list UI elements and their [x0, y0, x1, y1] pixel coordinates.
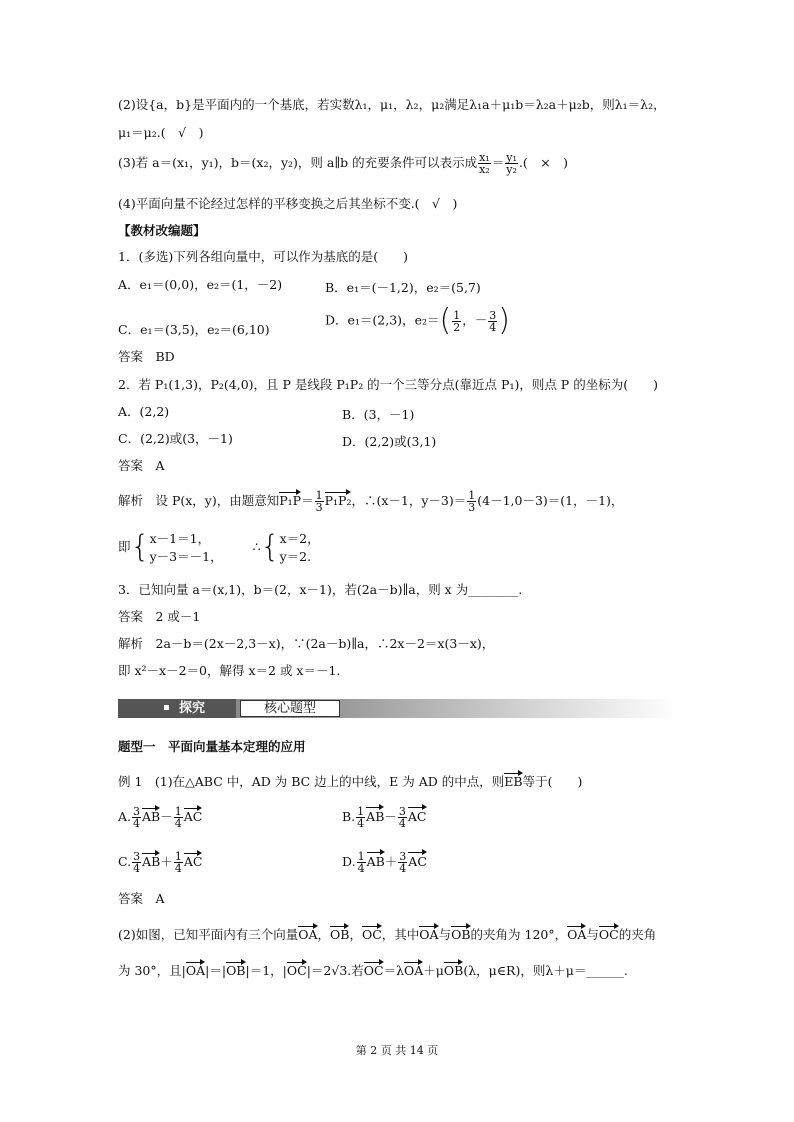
fraction-y: $\frac{\text{y₁}}{\text{y₂}}$ [506, 151, 517, 176]
q3-solution-line1: 解析 2a－b＝(2x－2,3－x)，∵(2a－b)∥a，∴2x－2＝x(3－x)， [118, 636, 495, 651]
item3-line: (3)若 a＝(x₁，y₁)，b＝(x₂，y₂)，则 a∥b 的充要条件可以表示成 $\frac{\text{x₁}}{\text{x₂}}$ ＝ $\frac{\text{y₁}}{\text{y₂}}$ .( × ) [118, 151, 569, 176]
item4-line: (4)平面向量不论经过怎样的平移变换之后其坐标不变.( √ ) [118, 196, 458, 211]
ex1-option-b: B. $\frac{1}{4}$ AB－ $\frac{3}{4}$ AC [342, 805, 427, 830]
q2-stem: 2．若 P₁(1,3)，P₂(4,0)，且 P 是线段 P₁P₂ 的一个三等分点(靠近点 P₁)，则点 P 的坐标为( ) [118, 377, 658, 392]
q2-option-a: A．(2,2) [118, 404, 170, 419]
page-footer: 第 2 页 共 14 页 [355, 1044, 439, 1057]
q1-answer: 答案 BD [118, 349, 175, 364]
ex2-line1: (2)如图，已知平面内有三个向量OA，OB，OC，其中OA与OB的夹角为 120°，OA与OC的夹角 [118, 927, 657, 942]
item2-line1: (2)设{a，b}是平面内的一个基底，若实数λ₁，μ₁，λ₂，μ₂满足λ₁a＋μ₁b＝λ₂a＋μ₂b，则λ₁＝λ₂， [118, 97, 666, 112]
q2-option-d: D．(2,2)或(3,1) [342, 434, 437, 449]
section-heading-textbook: 【教材改编题】 [118, 223, 206, 238]
ex1-answer: 答案 A [118, 891, 165, 906]
q2-answer: 答案 A [118, 458, 165, 473]
item2-line2: μ₁＝μ₂.( √ ) [118, 125, 204, 140]
ex2-line2: 为 30°，且|OA|＝|OB|＝1，|OC|＝2√3.若OC＝λOA＋μOB(λ，μ∈R)，则λ＋μ＝______. [118, 963, 628, 978]
q2-option-b: B．(3，－1) [342, 407, 415, 422]
q3-answer: 答案 2 或－1 [118, 609, 201, 624]
banner-tag: 探究 [118, 699, 236, 718]
topic-heading: 题型一 平面向量基本定理的应用 [118, 739, 306, 754]
ex1-option-d: D. $\frac{1}{4}$ AB＋ $\frac{3}{4}$ AC [342, 850, 427, 875]
square-bullet-icon [164, 705, 169, 710]
q1-option-d: D．e₁＝(2,3)，e₂＝( $\frac{1}{2}$ ，－ $\frac{3}{4}$ ) [325, 303, 510, 338]
q3-solution-line2: 即 x²－x－2＝0，解得 x＝2 或 x＝－1. [118, 663, 341, 678]
q1-option-b: B．e₁＝(－1,2)，e₂＝(5,7) [325, 280, 481, 295]
item3-answer: .( × ) [518, 155, 569, 170]
fraction-x: $\frac{\text{x₁}}{\text{x₂}}$ [479, 151, 490, 176]
q2-solution-system: 即{ x－1＝1， y－3＝－1， ∴{ x＝2， y＝2. [118, 529, 320, 565]
q1-stem: 1．(多选)下列各组向量中，可以作为基底的是( ) [118, 249, 408, 264]
ex1-option-a: A. $\frac{3}{4}$ AB－ $\frac{1}{4}$ AC [118, 805, 203, 830]
q1-option-c: C．e₁＝(3,5)，e₂＝(6,10) [118, 322, 270, 337]
q2-option-c: C．(2,2)或(3，－1) [118, 431, 233, 446]
q2-solution-line1: 解析 设 P(x，y)，由题意知P₁P＝ $\frac{1}{3}$ P₁P₂，∴(x－1，y－3)＝ $\frac{1}{3}$ (4－1,0－3)＝(1，－1)， [118, 489, 624, 514]
ex1-stem: 例 1 (1)在△ABC 中，AD 为 BC 边上的中线，E 为 AD 的中点，则EB等于( ) [118, 774, 583, 789]
q1-option-a: A．e₁＝(0,0)，e₂＝(1，－2) [118, 277, 283, 292]
q3-stem: 3．已知向量 a＝(x,1)，b＝(2，x－1)，若(2a－b)∥a，则 x 为________. [118, 582, 523, 597]
ex1-option-c: C. $\frac{3}{4}$ AB＋ $\frac{1}{4}$ AC [118, 850, 203, 875]
banner-title: 核心题型 [240, 700, 340, 717]
section-banner [118, 699, 678, 718]
item3-prefix: (3)若 a＝(x₁，y₁)，b＝(x₂，y₂)，则 a∥b 的充要条件可以表示成 [118, 155, 478, 170]
